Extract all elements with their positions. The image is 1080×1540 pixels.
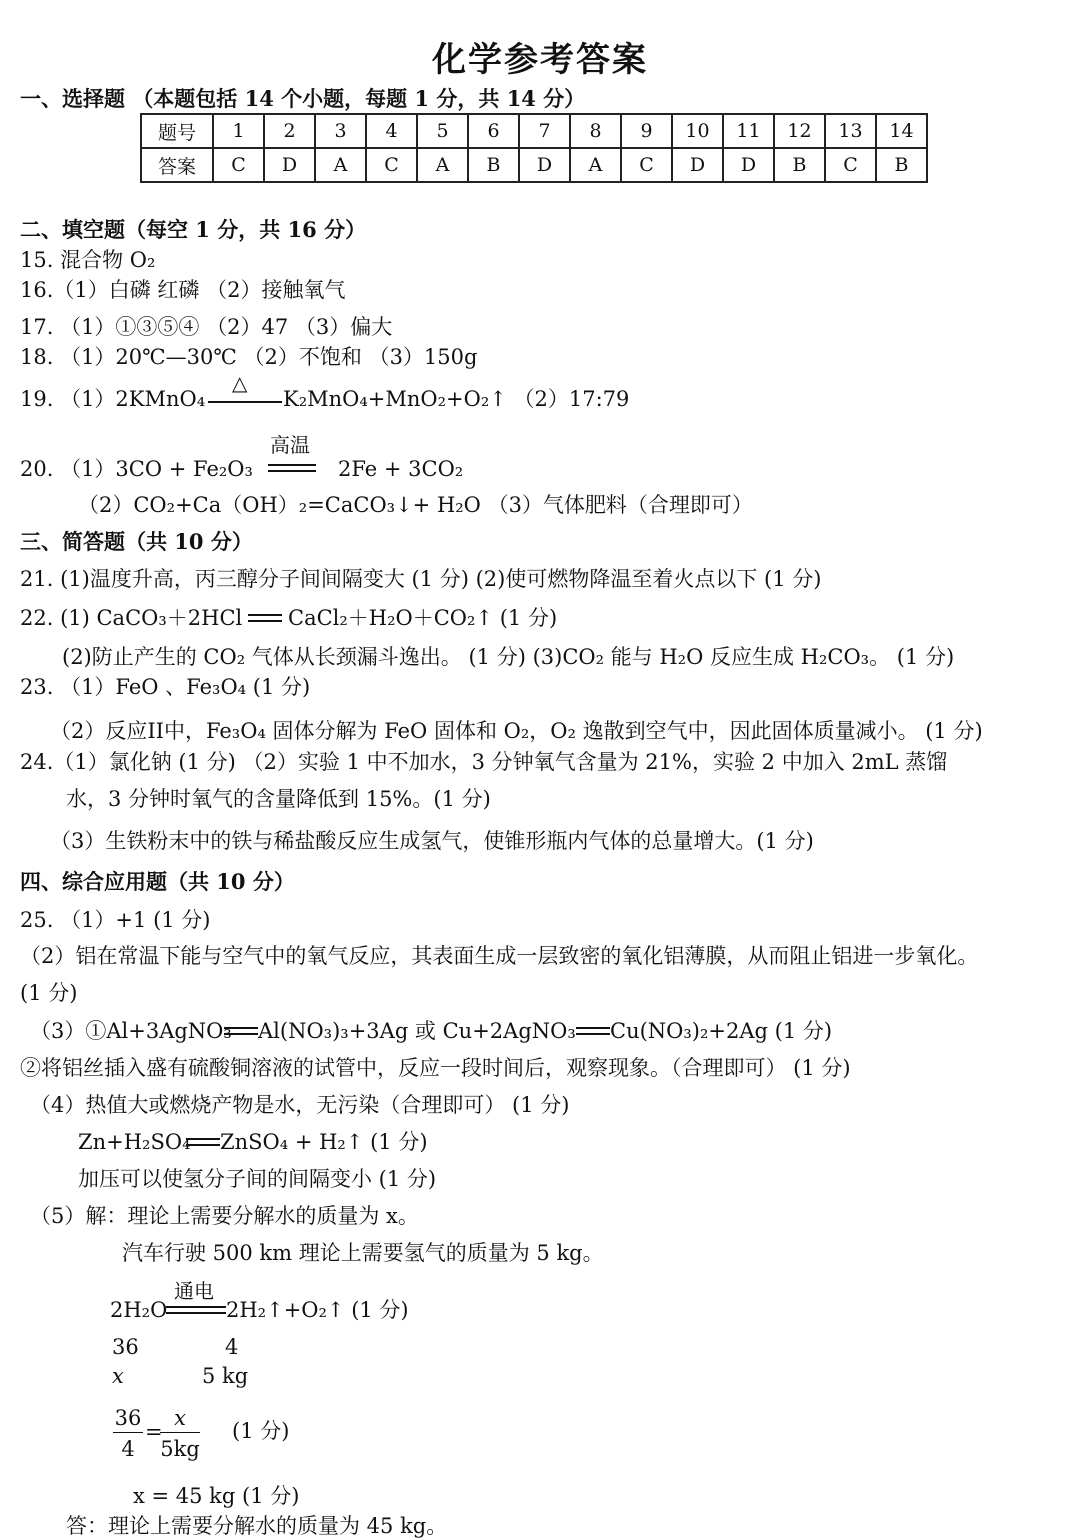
table-cell: 12 — [774, 114, 825, 148]
reaction-arrow — [248, 620, 282, 622]
section-2-heading: 二、填空题（每空 1 分，共 16 分） — [20, 217, 367, 242]
equation-left: 2H₂O — [110, 1298, 168, 1322]
answer-line: 22. (1) CaCO₃＋2HCl — [20, 606, 243, 630]
table-header-number: 题号 — [141, 114, 213, 148]
table-cell: D — [519, 148, 570, 182]
reaction-arrow — [248, 614, 282, 616]
table-row-numbers — [141, 114, 927, 148]
answer-line: 17. （1）①③⑤④ （2）47 （3）偏大 — [20, 315, 393, 339]
page-title: 化学参考答案 — [432, 40, 648, 80]
reaction-arrow — [186, 1144, 220, 1146]
reaction-arrow — [208, 401, 282, 403]
answer-line: 汽车行驶 500 km 理论上需要氢气的质量为 5 kg。 — [122, 1241, 604, 1265]
table-cell: 13 — [825, 114, 876, 148]
answer-table — [140, 113, 928, 183]
table-cell: 11 — [723, 114, 774, 148]
answer-line: 25. （1）+1 (1 分) — [20, 908, 211, 932]
answer-line: 23. （1）FeO 、Fe₃O₄ (1 分) — [20, 675, 311, 699]
answer-line: （2）反应II中，Fe₃O₄ 固体分解为 FeO 固体和 O₂，O₂ 逸散到空气中，因此固体质量减小。 (1 分) — [50, 719, 983, 743]
answer-line: Zn+H₂SO₄ — [78, 1130, 191, 1154]
table-row-answers — [141, 148, 927, 182]
section-3-heading: 三、简答题（共 10 分） — [20, 529, 253, 554]
answer-line: 水，3 分钟时氧气的含量降低到 15%。(1 分) — [66, 787, 491, 811]
answer-line: 18. （1）20℃—30℃ （2）不饱和 （3）150g — [20, 345, 478, 369]
answer-line: （3）①Al+3AgNO₃ — [30, 1019, 232, 1043]
table-cell: 8 — [570, 114, 621, 148]
table-cell: 5 — [417, 114, 468, 148]
mass-value: 36 — [112, 1335, 139, 1359]
reaction-condition: 通电 — [174, 1279, 214, 1303]
table-cell: 6 — [468, 114, 519, 148]
fraction-denominator: 4 — [121, 1437, 135, 1461]
table-cell: A — [315, 148, 366, 182]
reaction-arrow — [166, 1312, 226, 1314]
table-cell: 1 — [213, 114, 264, 148]
answer-line: （2）铝在常温下能与空气中的氧气反应，其表面生成一层致密的氧化铝薄膜，从而阻止铝进一步氧化。 — [20, 944, 979, 968]
reaction-arrow — [186, 1138, 220, 1140]
result-line: x = 45 kg (1 分) — [133, 1484, 300, 1508]
table-cell: 2 — [264, 114, 315, 148]
section-1-heading: 一、选择题 （本题包括 14 个小题，每题 1 分，共 14 分） — [20, 86, 586, 111]
score-note: (1 分) — [232, 1419, 290, 1443]
answer-line: 21. (1)温度升高，丙三醇分子间间隔变大 (1 分) (2)使可燃物降温至着火点以下 (1 分) — [20, 567, 822, 591]
equation-right: 2H₂↑+O₂↑ (1 分) — [226, 1298, 409, 1322]
answer-line: K₂MnO₄+MnO₂+O₂↑ （2）17:79 — [283, 387, 630, 411]
fraction-denominator: 5kg — [160, 1437, 200, 1461]
answer-line: 24.（1）氯化钠 (1 分) （2）实验 1 中不加水，3 分钟氧气含量为 21%，实验 2 中加入 2mL 蒸馏 — [20, 750, 948, 774]
answer-line: (1 分) — [20, 981, 78, 1005]
table-cell: C — [366, 148, 417, 182]
fraction-bar — [113, 1432, 143, 1433]
answer-line: Al(NO₃)₃+3Ag 或 Cu+2AgNO₃ — [258, 1019, 576, 1043]
mass-value: 4 — [225, 1335, 239, 1359]
answer-line: (2)防止产生的 CO₂ 气体从长颈漏斗逸出。 (1 分) (3)CO₂ 能与 H₂O 反应生成 H₂CO₃。 (1 分) — [62, 645, 955, 669]
table-cell: C — [213, 148, 264, 182]
final-answer: 答：理论上需要分解水的质量为 45 kg。 — [66, 1514, 448, 1538]
table-cell: 4 — [366, 114, 417, 148]
table-cell: 3 — [315, 114, 366, 148]
answer-line: 15. 混合物 O₂ — [20, 248, 156, 272]
section-4-heading: 四、综合应用题（共 10 分） — [20, 869, 295, 894]
reaction-condition: 高温 — [270, 433, 310, 457]
fraction-numerator: 36 — [114, 1406, 142, 1430]
mass-value: 5 kg — [202, 1364, 249, 1388]
table-cell: 9 — [621, 114, 672, 148]
answer-line: 19. （1）2KMnO₄ — [20, 387, 206, 411]
answer-line: CaCl₂＋H₂O＋CO₂↑ (1 分) — [288, 606, 558, 630]
table-header-answer: 答案 — [141, 148, 213, 182]
equals-sign: = — [145, 1420, 163, 1444]
answer-line: （5）解：理论上需要分解水的质量为 x。 — [30, 1204, 419, 1228]
reaction-arrow — [224, 1027, 258, 1029]
table-cell: D — [672, 148, 723, 182]
table-cell: 7 — [519, 114, 570, 148]
answer-line: ZnSO₄ + H₂↑ (1 分) — [220, 1130, 428, 1154]
table-cell: 10 — [672, 114, 723, 148]
reaction-arrow — [224, 1033, 258, 1035]
answer-line: 加压可以使氢分子间的间隔变小 (1 分) — [78, 1167, 437, 1191]
reaction-arrow — [268, 464, 316, 466]
table-cell: B — [876, 148, 927, 182]
table-cell: 14 — [876, 114, 927, 148]
mass-value: x — [112, 1364, 124, 1388]
table-cell: C — [825, 148, 876, 182]
table-cell: C — [621, 148, 672, 182]
table-cell: B — [774, 148, 825, 182]
answer-line: Cu(NO₃)₂+2Ag (1 分) — [610, 1019, 833, 1043]
reaction-condition: △ — [232, 371, 248, 395]
table-cell: D — [723, 148, 774, 182]
reaction-arrow — [166, 1306, 226, 1308]
table-cell: A — [570, 148, 621, 182]
reaction-arrow — [268, 470, 316, 472]
table-cell: A — [417, 148, 468, 182]
answer-line: （4）热值大或燃烧产物是水，无污染（合理即可） (1 分) — [30, 1093, 570, 1117]
answer-line: 16.（1）白磷 红磷 （2）接触氧气 — [20, 278, 346, 302]
answer-line: ②将铝丝插入盛有硫酸铜溶液的试管中，反应一段时间后，观察现象。（合理即可） (1 分) — [20, 1056, 851, 1080]
answer-line: 2Fe + 3CO₂ — [338, 457, 464, 481]
fraction-bar — [160, 1432, 200, 1433]
fraction-numerator: x — [174, 1406, 186, 1430]
reaction-arrow — [576, 1033, 610, 1035]
answer-line: （2）CO₂+Ca（OH）₂=CaCO₃↓+ H₂O （3）气体肥料（合理即可） — [78, 493, 753, 517]
table-cell: D — [264, 148, 315, 182]
answer-line: （3）生铁粉末中的铁与稀盐酸反应生成氢气，使锥形瓶内气体的总量增大。(1 分) — [50, 829, 814, 853]
table-cell: B — [468, 148, 519, 182]
reaction-arrow — [576, 1027, 610, 1029]
answer-line: 20. （1）3CO + Fe₂O₃ — [20, 457, 253, 481]
